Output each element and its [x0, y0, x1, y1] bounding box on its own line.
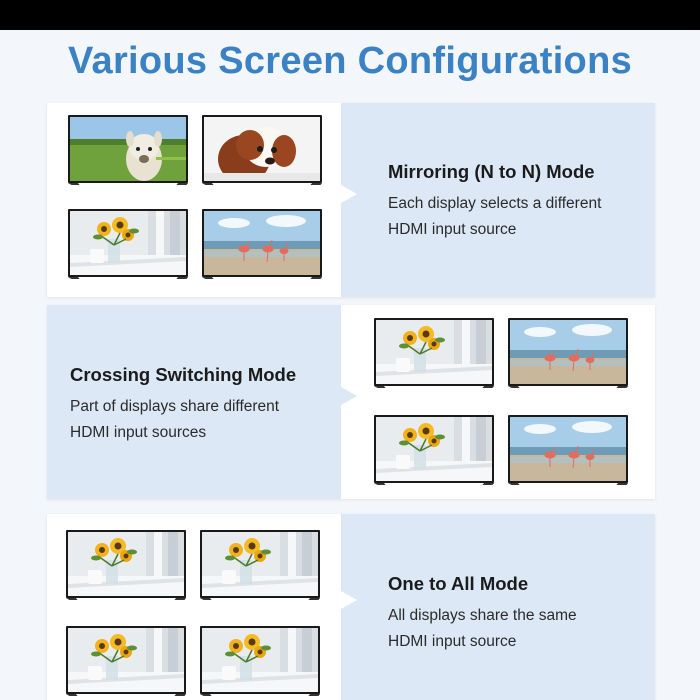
tv-flamingo — [202, 209, 322, 283]
crossing-desc-line2: HDMI input sources — [70, 424, 207, 441]
one-to-all-desc-line1: All displays share the same — [388, 607, 577, 624]
crossing-desc-line1: Part of displays share different — [70, 398, 280, 415]
crossing-card — [47, 305, 655, 499]
tv-sunflower — [66, 530, 186, 604]
page-title: Various Screen Configurations — [67, 40, 633, 82]
one-to-all-text — [388, 573, 577, 655]
crossing-heading: Crossing Switching Mode — [70, 364, 297, 385]
tv-alpaca — [68, 115, 188, 189]
tv-sunflower — [374, 415, 494, 489]
tv-sunflower — [68, 209, 188, 283]
mirroring-card — [47, 103, 655, 297]
tv-sunflower — [200, 626, 320, 700]
pointer-arrow — [341, 185, 357, 203]
pointer-arrow — [341, 591, 357, 609]
crossing-text — [70, 364, 296, 446]
mirroring-desc-line2: HDMI input source — [388, 221, 517, 238]
mirroring-desc-line1: Each display selects a different — [388, 195, 602, 212]
tv-flamingo — [508, 318, 628, 392]
top-bar — [0, 0, 700, 30]
one-to-all-heading: One to All Mode — [388, 573, 529, 594]
tv-flamingo — [508, 415, 628, 489]
one-to-all-desc-line2: HDMI input source — [388, 633, 517, 650]
mirroring-text — [388, 161, 601, 243]
one-to-all-card — [47, 514, 655, 700]
tv-dog — [202, 115, 322, 189]
mirroring-heading: Mirroring (N to N) Mode — [388, 161, 595, 182]
tv-sunflower — [374, 318, 494, 392]
tv-sunflower — [200, 530, 320, 604]
pointer-arrow — [341, 387, 357, 405]
tv-sunflower — [66, 626, 186, 700]
